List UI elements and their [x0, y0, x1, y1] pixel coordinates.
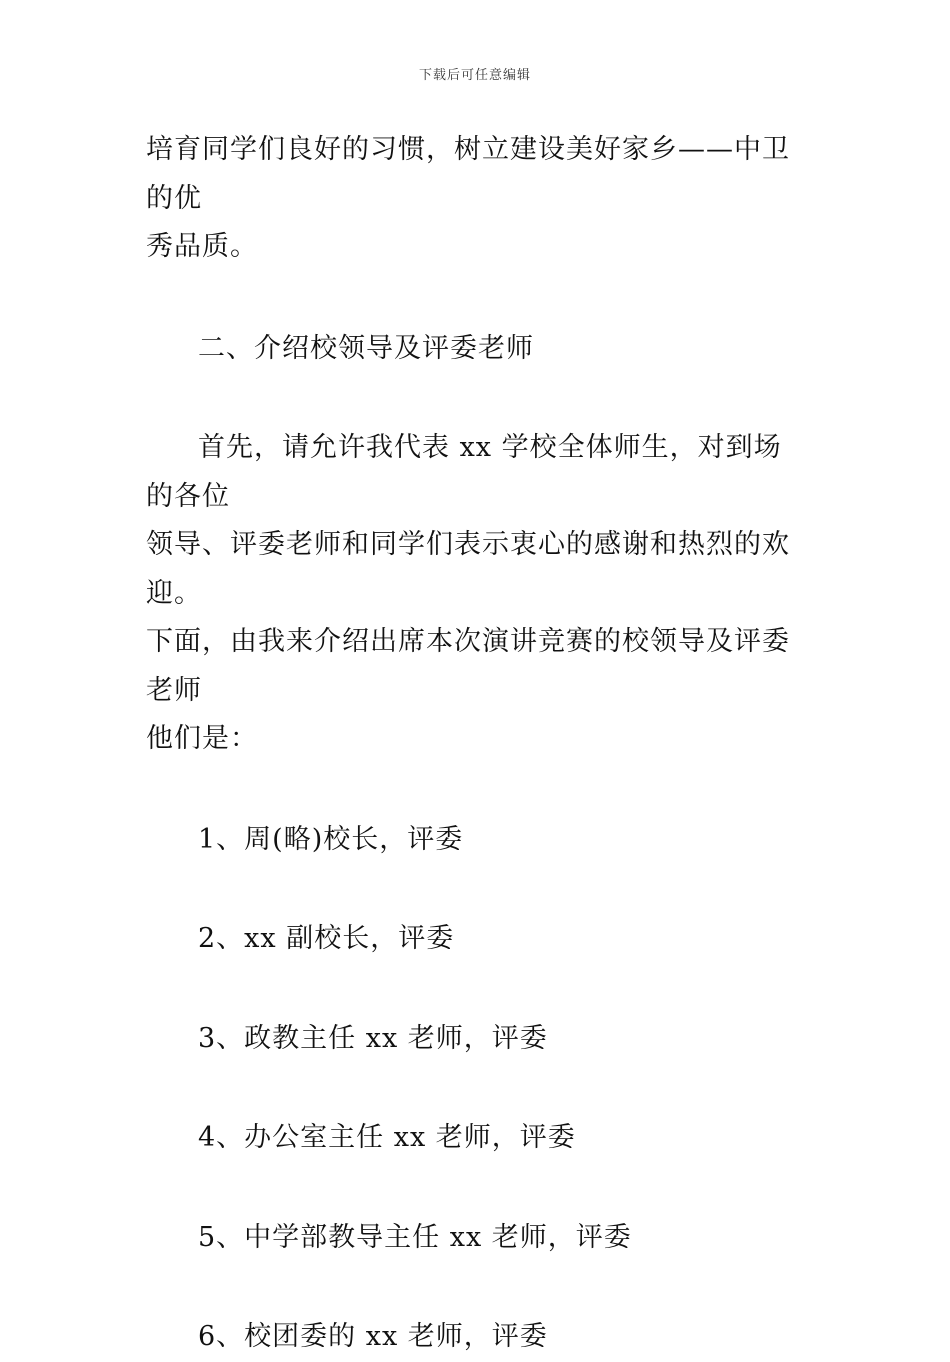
list-item: 3、政教主任 xx 老师，评委 [198, 1022, 548, 1054]
list-item: 5、中学部教导主任 xx 老师，评委 [198, 1221, 632, 1253]
paragraph-line: 他们是： [146, 723, 258, 754]
section-heading: 二、介绍校领导及评委老师 [198, 332, 534, 364]
page-header: 下载后可任意编辑 [418, 68, 531, 83]
paragraph-line: 下面，由我来介绍出席本次演讲竞赛的校领导及评委老师 [146, 626, 790, 706]
list-item: 4、办公室主任 xx 老师，评委 [198, 1122, 576, 1153]
document-body [146, 126, 806, 1362]
paragraph-line: 首先，请允许我代表 xx 学校全体师生，对到场的各位 [146, 432, 782, 512]
paragraph-line: 秀品质。 [146, 231, 258, 262]
list-item: 2、xx 副校长，评委 [198, 923, 455, 954]
paragraph-line: 培育同学们良好的习惯，树立建设美好家乡——中卫的优 [146, 134, 790, 214]
paragraph-line: 领导、评委老师和同学们表示衷心的感谢和热烈的欢迎。 [146, 529, 790, 609]
list-item: 6、校团委的 xx 老师，评委 [198, 1321, 548, 1352]
list-item: 1、周(略)校长，评委 [198, 823, 464, 855]
